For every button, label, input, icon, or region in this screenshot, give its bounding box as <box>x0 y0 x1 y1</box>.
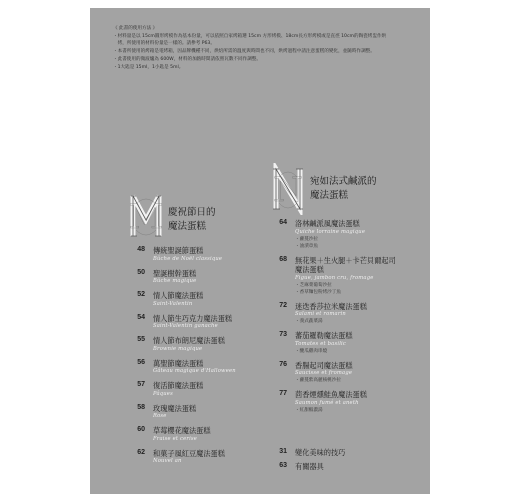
quiche-cakes-section <box>265 163 420 420</box>
entry-french-title: Figue, jambon cru, fromage <box>295 274 374 281</box>
entry-french-title: Rose <box>153 413 167 419</box>
toc-entry[interactable] <box>265 448 420 458</box>
page-number: 31 <box>279 448 287 455</box>
toc-entry[interactable] <box>123 426 263 443</box>
entry-title: 變化美味的技巧 <box>295 448 346 457</box>
page-number: 63 <box>279 461 287 469</box>
toc-entry[interactable] <box>123 291 263 308</box>
entry-title: 無花果＋生火腿＋卡芒貝爾起司 <box>295 255 396 265</box>
toc-entry[interactable] <box>123 336 263 353</box>
entry-title: 復活節魔法蛋糕 <box>153 381 204 390</box>
entry-title: 情人節生巧克力魔法蛋糕 <box>153 313 233 323</box>
entry-french-title: Bûche magique <box>153 278 197 284</box>
side-dish: ・芝麻菜葡萄沙拉 <box>295 282 332 288</box>
entry-french-title: Tomates et basilic <box>295 340 347 347</box>
entry-title: 蕃茄羅勒魔法蛋糕 <box>295 331 353 340</box>
entry-french-title: Nouvel an <box>153 458 182 464</box>
usage-note-line: ・此書使用的微波爐為 600W，材料的加熱時間請依照瓦數不同作調整。 <box>113 56 261 62</box>
entry-title: 玫瑰魔法蛋糕 <box>153 403 197 413</box>
entry-title: 情人節魔法蛋糕 <box>153 291 204 300</box>
entry-title: 有關器具 <box>295 461 324 471</box>
side-dish: ・紅甜椒濃湯 <box>295 407 323 413</box>
section-title: 慶祝節日的 魔法蛋糕 <box>168 207 216 232</box>
toc-entry[interactable] <box>265 256 420 296</box>
side-dish: ・蘿蔓沙拉 <box>295 236 318 242</box>
entry-french-title: Gâteau magique d'Halloween <box>153 368 236 374</box>
entry-title: 傳統聖誕節蛋糕 <box>153 246 204 255</box>
side-dish: ・油漬章魚 <box>295 243 318 249</box>
toc-entry[interactable] <box>123 449 263 466</box>
entry-title: 迷迭香莎拉米魔法蛋糕 <box>295 301 367 311</box>
entry-french-title: Brownie magique <box>153 345 203 352</box>
entry-french-title: Saint-Valentin <box>153 300 193 307</box>
svg-text:N: N <box>273 170 303 210</box>
section-header <box>265 163 420 219</box>
page-number: 57 <box>137 381 145 388</box>
toc-entry[interactable] <box>265 390 420 414</box>
usage-notes-title: 《 此書的使用方法 》 <box>113 26 158 31</box>
section-header <box>123 190 263 246</box>
usage-note-line: ・1大匙是 15ml，1小匙是 5ml。 <box>113 64 184 70</box>
entry-title: 草莓櫻花魔法蛋糕 <box>153 426 211 435</box>
toc-entry[interactable] <box>265 361 420 385</box>
toc-entry[interactable] <box>123 314 263 331</box>
page-number: 77 <box>279 390 287 397</box>
extra-entries <box>265 448 420 475</box>
page-number: 72 <box>279 301 287 309</box>
toc-entry[interactable] <box>265 302 420 326</box>
page-number: 50 <box>137 268 145 276</box>
entry-title: 聖誕樹幹蛋糕 <box>153 268 197 278</box>
entry-title: 茴香煙燻鮭魚魔法蛋糕 <box>295 390 367 399</box>
usage-note-line: 烤，所使用的材料份量是一樣的。請參考 P63。 <box>113 41 215 47</box>
side-dish: ・義式蔬菜湯 <box>295 319 323 324</box>
entry-title: 情人節布朗尼魔法蛋糕 <box>153 336 225 345</box>
entry-french-title: Salami et romarin <box>295 311 346 317</box>
page-number: 48 <box>137 246 145 253</box>
monogram-n-icon <box>271 163 305 215</box>
book-page <box>90 8 430 494</box>
section-title: 宛如法式鹹派的 魔法蛋糕 <box>310 176 377 201</box>
entry-title: 香腸起司魔法蛋糕 <box>295 360 353 370</box>
holiday-cakes-section <box>123 190 263 471</box>
page-number: 76 <box>279 360 287 368</box>
monogram-m-icon <box>129 190 163 242</box>
side-dish: ・醃瓜雞肉串燒 <box>295 348 328 354</box>
entry-title: 洛林鹹派風魔法蛋糕 <box>295 219 360 228</box>
entry-title-cont: 魔法蛋糕 <box>295 265 324 274</box>
entry-french-title: Saint-Valentin ganache <box>153 323 218 329</box>
entry-title: 和菓子風紅豆魔法蛋糕 <box>153 448 225 458</box>
page-number: 73 <box>279 331 287 338</box>
page-number: 64 <box>279 219 287 226</box>
toc-entry[interactable] <box>123 404 263 421</box>
svg-text:M: M <box>129 197 163 237</box>
entry-french-title: Fraise et cerise <box>153 435 198 442</box>
usage-note-line: ・本書所使用的烤箱是電烤箱，因品牌機種不同，烘焙所需的溫度與時間也不同，烘烤過程中請注意蛋糕的變化，並隨時作調整。 <box>113 49 375 55</box>
toc-entry[interactable] <box>265 462 420 472</box>
page-number: 62 <box>137 448 145 456</box>
entry-french-title: Quiche lorraine magique <box>295 228 366 235</box>
page-number: 55 <box>137 336 145 343</box>
entry-french-title: Pâques <box>153 390 173 397</box>
page-number: 60 <box>137 426 145 433</box>
page-number: 68 <box>279 255 287 263</box>
toc-entry[interactable] <box>265 219 420 250</box>
toc-entry[interactable] <box>123 359 263 376</box>
entry-french-title: Saucisse et fromage <box>295 370 353 376</box>
side-dish: ・蘿蔓紫高麗核桃沙拉 <box>295 378 341 383</box>
page-number: 56 <box>137 358 145 366</box>
usage-notes <box>113 25 419 71</box>
entry-french-title: Saumon fumé et aneth <box>295 399 359 406</box>
toc-entry[interactable] <box>265 331 420 355</box>
usage-note-line: ・材料量是以 15cm圓形烤模作為基本份量，可以依照自家烤箱選 15cm 方形烤模、18cm長方形烤模或是直徑 10cm的陶瓷烤盅作烘 <box>113 33 387 39</box>
side-dish: ・香草麵包粉烤沙丁魚 <box>295 289 341 295</box>
page-number: 58 <box>137 403 145 411</box>
entry-french-title: Bûche de Noël classique <box>153 255 223 262</box>
toc-entry[interactable] <box>123 381 263 398</box>
page-number: 54 <box>137 313 145 321</box>
entry-title: 萬聖節魔法蛋糕 <box>153 358 204 368</box>
page-number: 52 <box>137 291 145 298</box>
toc-entry[interactable] <box>123 246 263 263</box>
toc-entry[interactable] <box>123 269 263 286</box>
